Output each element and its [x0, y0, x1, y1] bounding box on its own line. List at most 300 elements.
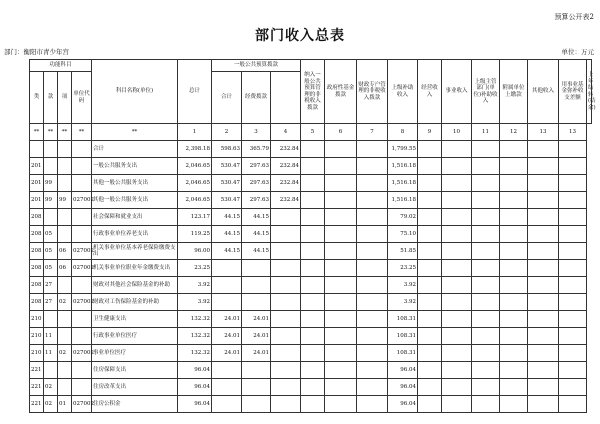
unit-code-cell: 027002	[72, 294, 92, 311]
table-row	[30, 243, 592, 260]
fiscal-special-cell	[325, 260, 357, 277]
carryover-cell	[559, 175, 587, 192]
subtotal-cell	[212, 294, 242, 311]
affiliate-cell	[472, 260, 500, 277]
subtotal-cell: 530.47	[212, 192, 242, 209]
tax-nonpay-cell	[271, 260, 301, 277]
unit-code-cell	[72, 277, 92, 294]
total-cell: 23.25	[178, 260, 212, 277]
cause-income-cell	[418, 396, 442, 413]
header-gov-fund: 政府性基金拨款	[325, 60, 357, 124]
upper-subsidy-cell	[357, 379, 388, 396]
header-tax-nonpay: 纳入一般公共预算管理的非税收入拨款	[301, 60, 325, 124]
operating-cell: 24.01	[242, 345, 271, 362]
gov-fund-cell	[301, 260, 325, 277]
column-index-cell: 6	[325, 124, 357, 141]
fund-usage-cell	[528, 294, 559, 311]
column-index-cell: **	[30, 124, 44, 141]
unit-code-cell	[72, 328, 92, 345]
affiliate-cell	[472, 379, 500, 396]
business-income-cell: 108.31	[388, 345, 418, 362]
item-name-cell: 财政对其他社会保险基金的补助	[92, 277, 178, 294]
operating-cell	[242, 379, 271, 396]
operating-cell: 24.01	[242, 328, 271, 345]
column-index-cell: **	[72, 124, 92, 141]
affiliate-cell	[472, 294, 500, 311]
gov-fund-cell	[301, 141, 325, 158]
item-name-cell: 其他一般公共服务支出	[92, 175, 178, 192]
upper-subsidy-cell	[357, 243, 388, 260]
upper-subsidy-cell	[357, 396, 388, 413]
lei-cell: 210	[30, 311, 44, 328]
table-row	[30, 379, 592, 396]
business-income-cell: 1,516.18	[388, 175, 418, 192]
cause-income-cell	[418, 192, 442, 209]
carryover-cell	[559, 243, 587, 260]
lei-cell: 210	[30, 345, 44, 362]
gov-fund-cell	[301, 192, 325, 209]
fiscal-special-cell	[325, 277, 357, 294]
lei-cell: 221	[30, 379, 44, 396]
column-index-cell: 13	[559, 124, 587, 141]
tax-nonpay-cell: 232.84	[271, 192, 301, 209]
table-row	[30, 311, 592, 328]
column-index-cell: 4	[271, 124, 301, 141]
header-item-name: 科目名称(单位)	[92, 60, 178, 124]
column-index-cell: **	[44, 124, 58, 141]
carryover-cell	[559, 277, 587, 294]
header-business-income: 经营收入	[418, 60, 442, 124]
superior-dept-cell	[442, 345, 472, 362]
item-name-cell: 一般公共服务支出	[92, 158, 178, 175]
affiliate-cell	[472, 396, 500, 413]
cause-income-cell	[418, 362, 442, 379]
upper-subsidy-cell	[357, 141, 388, 158]
tax-nonpay-cell	[271, 277, 301, 294]
other-income-cell	[500, 311, 528, 328]
upper-subsidy-cell	[357, 311, 388, 328]
operating-cell: 297.63	[242, 158, 271, 175]
business-income-cell: 75.10	[388, 226, 418, 243]
tax-nonpay-cell	[271, 362, 301, 379]
other-income-cell	[500, 396, 528, 413]
lei-cell: 201	[30, 192, 44, 209]
upper-subsidy-cell	[357, 345, 388, 362]
affiliate-cell	[472, 345, 500, 362]
affiliate-cell	[472, 192, 500, 209]
business-income-cell: 108.31	[388, 328, 418, 345]
business-income-cell: 96.04	[388, 362, 418, 379]
cause-income-cell	[418, 243, 442, 260]
unit-code-cell: 027002	[72, 260, 92, 277]
column-index-cell: 7	[357, 124, 388, 141]
total-cell: 3.92	[178, 294, 212, 311]
carryover-cell	[559, 192, 587, 209]
xiang-cell	[58, 362, 72, 379]
superior-dept-cell	[442, 243, 472, 260]
business-income-cell: 51.85	[388, 243, 418, 260]
fiscal-special-cell	[325, 243, 357, 260]
column-index-cell: 9	[418, 124, 442, 141]
kuan-cell: 05	[44, 243, 58, 260]
superior-dept-cell	[442, 277, 472, 294]
upper-subsidy-cell	[357, 328, 388, 345]
header-unit-code: 单位代码	[72, 72, 92, 124]
fund-usage-cell	[528, 226, 559, 243]
other-income-cell	[500, 277, 528, 294]
carryover-cell	[559, 226, 587, 243]
superior-dept-cell	[442, 192, 472, 209]
tax-nonpay-cell: 232.84	[271, 141, 301, 158]
item-name-cell: 机关事业单位职业年金缴费支出	[92, 260, 178, 277]
subtotal-cell: 530.47	[212, 175, 242, 192]
column-index-cell: 2	[212, 124, 242, 141]
fund-usage-cell	[528, 277, 559, 294]
carryover-cell	[559, 362, 587, 379]
column-index-cell: 1	[178, 124, 212, 141]
unit-code-cell	[72, 141, 92, 158]
table-row	[30, 141, 592, 158]
subtotal-cell	[212, 260, 242, 277]
total-cell: 96.04	[178, 396, 212, 413]
upper-subsidy-cell	[357, 158, 388, 175]
unit-label: 单位：万元	[561, 48, 594, 56]
unit-code-cell	[72, 311, 92, 328]
unit-code-cell	[72, 175, 92, 192]
form-number: 预算公开表2	[554, 13, 594, 21]
operating-cell	[242, 294, 271, 311]
carryover-cell	[559, 379, 587, 396]
column-index-cell: 12	[500, 124, 528, 141]
tax-nonpay-cell	[271, 294, 301, 311]
upper-subsidy-cell	[357, 175, 388, 192]
subtotal-cell: 44.15	[212, 226, 242, 243]
subtotal-cell: 24.01	[212, 328, 242, 345]
affiliate-cell	[472, 328, 500, 345]
tax-nonpay-cell	[271, 328, 301, 345]
business-income-cell: 96.04	[388, 396, 418, 413]
total-cell: 132.32	[178, 345, 212, 362]
business-income-cell: 3.92	[388, 277, 418, 294]
total-cell: 2,046.65	[178, 158, 212, 175]
lei-cell: 208	[30, 209, 44, 226]
total-cell: 3.92	[178, 277, 212, 294]
xiang-cell	[58, 277, 72, 294]
item-name-cell: 住房公积金	[92, 396, 178, 413]
header-xiang: 项	[58, 72, 72, 124]
fiscal-special-cell	[325, 226, 357, 243]
gov-fund-cell	[301, 243, 325, 260]
gov-fund-cell	[301, 209, 325, 226]
fiscal-special-cell	[325, 345, 357, 362]
table-row	[30, 175, 592, 192]
carryover-cell	[559, 311, 587, 328]
header-superior-dept: 上级主管部门(单位)补助收入	[472, 60, 500, 124]
superior-dept-cell	[442, 396, 472, 413]
unit-code-cell	[72, 158, 92, 175]
cause-income-cell	[418, 209, 442, 226]
upper-subsidy-cell	[357, 192, 388, 209]
other-income-cell	[500, 379, 528, 396]
fund-usage-cell	[528, 328, 559, 345]
kuan-cell	[44, 141, 58, 158]
business-income-cell: 3.92	[388, 294, 418, 311]
superior-dept-cell	[442, 226, 472, 243]
total-cell: 96.04	[178, 379, 212, 396]
cause-income-cell	[418, 379, 442, 396]
affiliate-cell	[472, 277, 500, 294]
fiscal-special-cell	[325, 294, 357, 311]
cause-income-cell	[418, 141, 442, 158]
page-title: 部门收入总表	[255, 28, 345, 44]
fiscal-special-cell	[325, 158, 357, 175]
item-name-cell: 住房改革支出	[92, 379, 178, 396]
superior-dept-cell	[442, 141, 472, 158]
fund-usage-cell	[528, 175, 559, 192]
item-name-cell: 卫生健康支出	[92, 311, 178, 328]
superior-dept-cell	[442, 294, 472, 311]
upper-subsidy-cell	[357, 209, 388, 226]
other-income-cell	[500, 192, 528, 209]
gov-fund-cell	[301, 362, 325, 379]
business-income-cell: 1,516.18	[388, 158, 418, 175]
xiang-cell: 06	[58, 243, 72, 260]
header-fiscal-special: 财政专户管理的非税收入拨款	[357, 60, 388, 124]
kuan-cell	[44, 158, 58, 175]
other-income-cell	[500, 362, 528, 379]
header-func-group: 功能科目	[30, 60, 92, 72]
table-row	[30, 345, 592, 362]
upper-subsidy-cell	[357, 362, 388, 379]
gov-fund-cell	[301, 396, 325, 413]
cause-income-cell	[418, 311, 442, 328]
column-index-cell: 3	[242, 124, 271, 141]
total-cell: 96.04	[178, 362, 212, 379]
xiang-cell	[58, 209, 72, 226]
operating-cell	[242, 277, 271, 294]
other-income-cell	[500, 243, 528, 260]
total-cell: 119.25	[178, 226, 212, 243]
tax-nonpay-cell	[271, 311, 301, 328]
affiliate-cell	[472, 209, 500, 226]
other-income-cell	[500, 209, 528, 226]
table-row	[30, 158, 592, 175]
table-row	[30, 277, 592, 294]
lei-cell: 208	[30, 294, 44, 311]
other-income-cell	[500, 260, 528, 277]
superior-dept-cell	[442, 328, 472, 345]
gov-fund-cell	[301, 277, 325, 294]
table-row	[30, 209, 592, 226]
lei-cell	[30, 141, 44, 158]
header-carryover: 上年结转(结余)	[587, 60, 592, 124]
xiang-cell: 06	[58, 260, 72, 277]
kuan-cell: 11	[44, 345, 58, 362]
fiscal-special-cell	[325, 209, 357, 226]
total-cell: 2,046.65	[178, 175, 212, 192]
unit-code-cell	[72, 362, 92, 379]
affiliate-cell	[472, 141, 500, 158]
lei-cell: 208	[30, 277, 44, 294]
cause-income-cell	[418, 277, 442, 294]
business-income-cell: 1,516.18	[388, 192, 418, 209]
operating-cell: 44.15	[242, 209, 271, 226]
tax-nonpay-cell	[271, 345, 301, 362]
subtotal-cell: 44.15	[212, 243, 242, 260]
gov-fund-cell	[301, 311, 325, 328]
column-index-cell: 13	[528, 124, 559, 141]
fiscal-special-cell	[325, 379, 357, 396]
lei-cell: 208	[30, 243, 44, 260]
lei-cell: 221	[30, 362, 44, 379]
table-row	[30, 226, 592, 243]
xiang-cell: 02	[58, 345, 72, 362]
column-index-cell: **	[58, 124, 72, 141]
xiang-cell	[58, 158, 72, 175]
total-cell: 2,046.65	[178, 192, 212, 209]
gov-fund-cell	[301, 158, 325, 175]
fund-usage-cell	[528, 260, 559, 277]
xiang-cell	[58, 311, 72, 328]
superior-dept-cell	[442, 311, 472, 328]
gov-fund-cell	[301, 345, 325, 362]
fiscal-special-cell	[325, 175, 357, 192]
business-income-cell: 96.04	[388, 379, 418, 396]
subtotal-cell	[212, 396, 242, 413]
cause-income-cell	[418, 345, 442, 362]
header-upper-subsidy: 上级补助收入	[388, 60, 418, 124]
fiscal-special-cell	[325, 192, 357, 209]
subtotal-cell: 24.01	[212, 311, 242, 328]
carryover-cell	[559, 209, 587, 226]
carryover-cell	[559, 345, 587, 362]
other-income-cell	[500, 175, 528, 192]
upper-subsidy-cell	[357, 277, 388, 294]
subtotal-cell: 24.01	[212, 345, 242, 362]
carryover-cell	[559, 294, 587, 311]
kuan-cell: 27	[44, 277, 58, 294]
fund-usage-cell	[528, 362, 559, 379]
header-affiliate: 附属单位上缴款	[500, 60, 528, 124]
tax-nonpay-cell	[271, 396, 301, 413]
upper-subsidy-cell	[357, 226, 388, 243]
tax-nonpay-cell	[271, 226, 301, 243]
subtotal-cell	[212, 362, 242, 379]
operating-cell: 297.63	[242, 192, 271, 209]
fiscal-special-cell	[325, 141, 357, 158]
fund-usage-cell	[528, 209, 559, 226]
unit-code-cell	[72, 379, 92, 396]
affiliate-cell	[472, 158, 500, 175]
xiang-cell: 02	[58, 294, 72, 311]
fiscal-special-cell	[325, 362, 357, 379]
column-index-cell: 10	[442, 124, 472, 141]
business-income-cell: 79.02	[388, 209, 418, 226]
lei-cell: 221	[30, 396, 44, 413]
operating-cell: 24.01	[242, 311, 271, 328]
kuan-cell: 99	[44, 175, 58, 192]
item-name-cell: 合计	[92, 141, 178, 158]
xiang-cell	[58, 379, 72, 396]
item-name-cell: 财政对工伤保险基金的补助	[92, 294, 178, 311]
operating-cell: 297.63	[242, 175, 271, 192]
lei-cell: 208	[30, 260, 44, 277]
header-fund-usage: 用事业基金弥补收支差额	[559, 60, 587, 124]
affiliate-cell	[472, 226, 500, 243]
carryover-cell	[559, 328, 587, 345]
kuan-cell: 02	[44, 396, 58, 413]
other-income-cell	[500, 294, 528, 311]
xiang-cell	[58, 141, 72, 158]
operating-cell: 44.15	[242, 243, 271, 260]
item-name-cell: 机关事业单位基本养老保险缴费支出	[92, 243, 178, 260]
xiang-cell	[58, 175, 72, 192]
fiscal-special-cell	[325, 396, 357, 413]
cause-income-cell	[418, 294, 442, 311]
gov-fund-cell	[301, 328, 325, 345]
kuan-cell	[44, 311, 58, 328]
fund-usage-cell	[528, 311, 559, 328]
affiliate-cell	[472, 362, 500, 379]
fund-usage-cell	[528, 396, 559, 413]
fund-usage-cell	[528, 158, 559, 175]
fiscal-special-cell	[325, 311, 357, 328]
business-income-cell: 1,799.55	[388, 141, 418, 158]
unit-code-cell: 027002	[72, 396, 92, 413]
cause-income-cell	[418, 175, 442, 192]
carryover-cell	[559, 158, 587, 175]
table-row	[30, 362, 592, 379]
operating-cell	[242, 396, 271, 413]
column-index-cell: 5	[301, 124, 325, 141]
cause-income-cell	[418, 328, 442, 345]
superior-dept-cell	[442, 158, 472, 175]
unit-code-cell	[72, 209, 92, 226]
table-row	[30, 260, 592, 277]
tax-nonpay-cell: 232.84	[271, 175, 301, 192]
unit-code-cell: 027002	[72, 243, 92, 260]
fiscal-special-cell	[325, 328, 357, 345]
gov-fund-cell	[301, 294, 325, 311]
other-income-cell	[500, 226, 528, 243]
kuan-cell: 99	[44, 192, 58, 209]
tax-nonpay-cell	[271, 209, 301, 226]
cause-income-cell	[418, 226, 442, 243]
header-general-budget: 一般公共预算拨款	[212, 60, 301, 72]
xiang-cell: 01	[58, 396, 72, 413]
gov-fund-cell	[301, 226, 325, 243]
total-cell: 132.32	[178, 311, 212, 328]
superior-dept-cell	[442, 175, 472, 192]
item-name-cell: 事业单位医疗	[92, 345, 178, 362]
header-subtotal: 合计	[212, 72, 242, 124]
total-cell: 132.32	[178, 328, 212, 345]
operating-cell: 44.15	[242, 226, 271, 243]
unit-code-cell: 027002	[72, 192, 92, 209]
column-index-cell: **	[92, 124, 178, 141]
item-name-cell: 行政事业单位医疗	[92, 328, 178, 345]
kuan-cell: 27	[44, 294, 58, 311]
total-cell: 2,398.18	[178, 141, 212, 158]
gov-fund-cell	[301, 175, 325, 192]
column-index-cell: 8	[388, 124, 418, 141]
gov-fund-cell	[301, 379, 325, 396]
item-name-cell: 行政事业单位养老支出	[92, 226, 178, 243]
carryover-cell	[559, 141, 587, 158]
operating-cell	[242, 260, 271, 277]
lei-cell: 201	[30, 175, 44, 192]
item-name-cell: 社会保障和就业支出	[92, 209, 178, 226]
